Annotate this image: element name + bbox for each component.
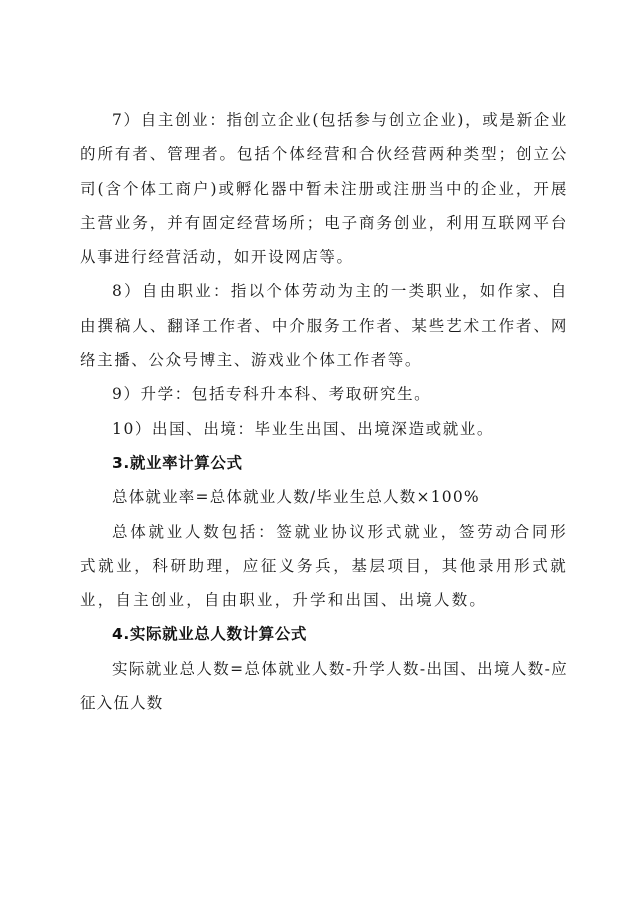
- section-3-formula: 总体就业率=总体就业人数/毕业生总人数×100%: [112, 488, 480, 507]
- item-10-abroad: 10）出国、出境：毕业生出国、出境深造或就业。: [112, 419, 495, 438]
- item-9-further-study: 9）升学：包括专科升本科、考取研究生。: [112, 385, 432, 404]
- item-8-freelance: 8）自由职业：指以个体劳动为主的一类职业，如作家、自由撰稿人、翻译工作者、中介服务工作者、某些艺术工作者、网络主播、公众号博主、游戏业个体工作者等。: [80, 282, 568, 370]
- document-body: [80, 103, 568, 720]
- section-3-description: 总体就业人数包括：签就业协议形式就业，签劳动合同形式就业，科研助理，应征义务兵，基层项目，其他录用形式就业，自主创业，自由职业，升学和出国、出境人数。: [80, 522, 568, 610]
- item-7-self-employment: 7）自主创业：指创立企业(包括参与创立企业)，或是新企业的所有者、管理者。包括个体经营和合伙经营两种类型；创立公司(含个体工商户)或孵化器中暂未注册或注册当中的企业，开展主营业务，并有固定经营场所；电子商务创业，利用互联网平台从事进行经营活动，如开设网店等。: [80, 111, 568, 267]
- section-3-heading: 3.就业率计算公式: [112, 453, 243, 472]
- section-4-heading: 4.实际就业总人数计算公式: [112, 625, 307, 644]
- section-4-formula: 实际就业总人数=总体就业人数-升学人数-出国、出境人数-应征入伍人数: [80, 659, 568, 713]
